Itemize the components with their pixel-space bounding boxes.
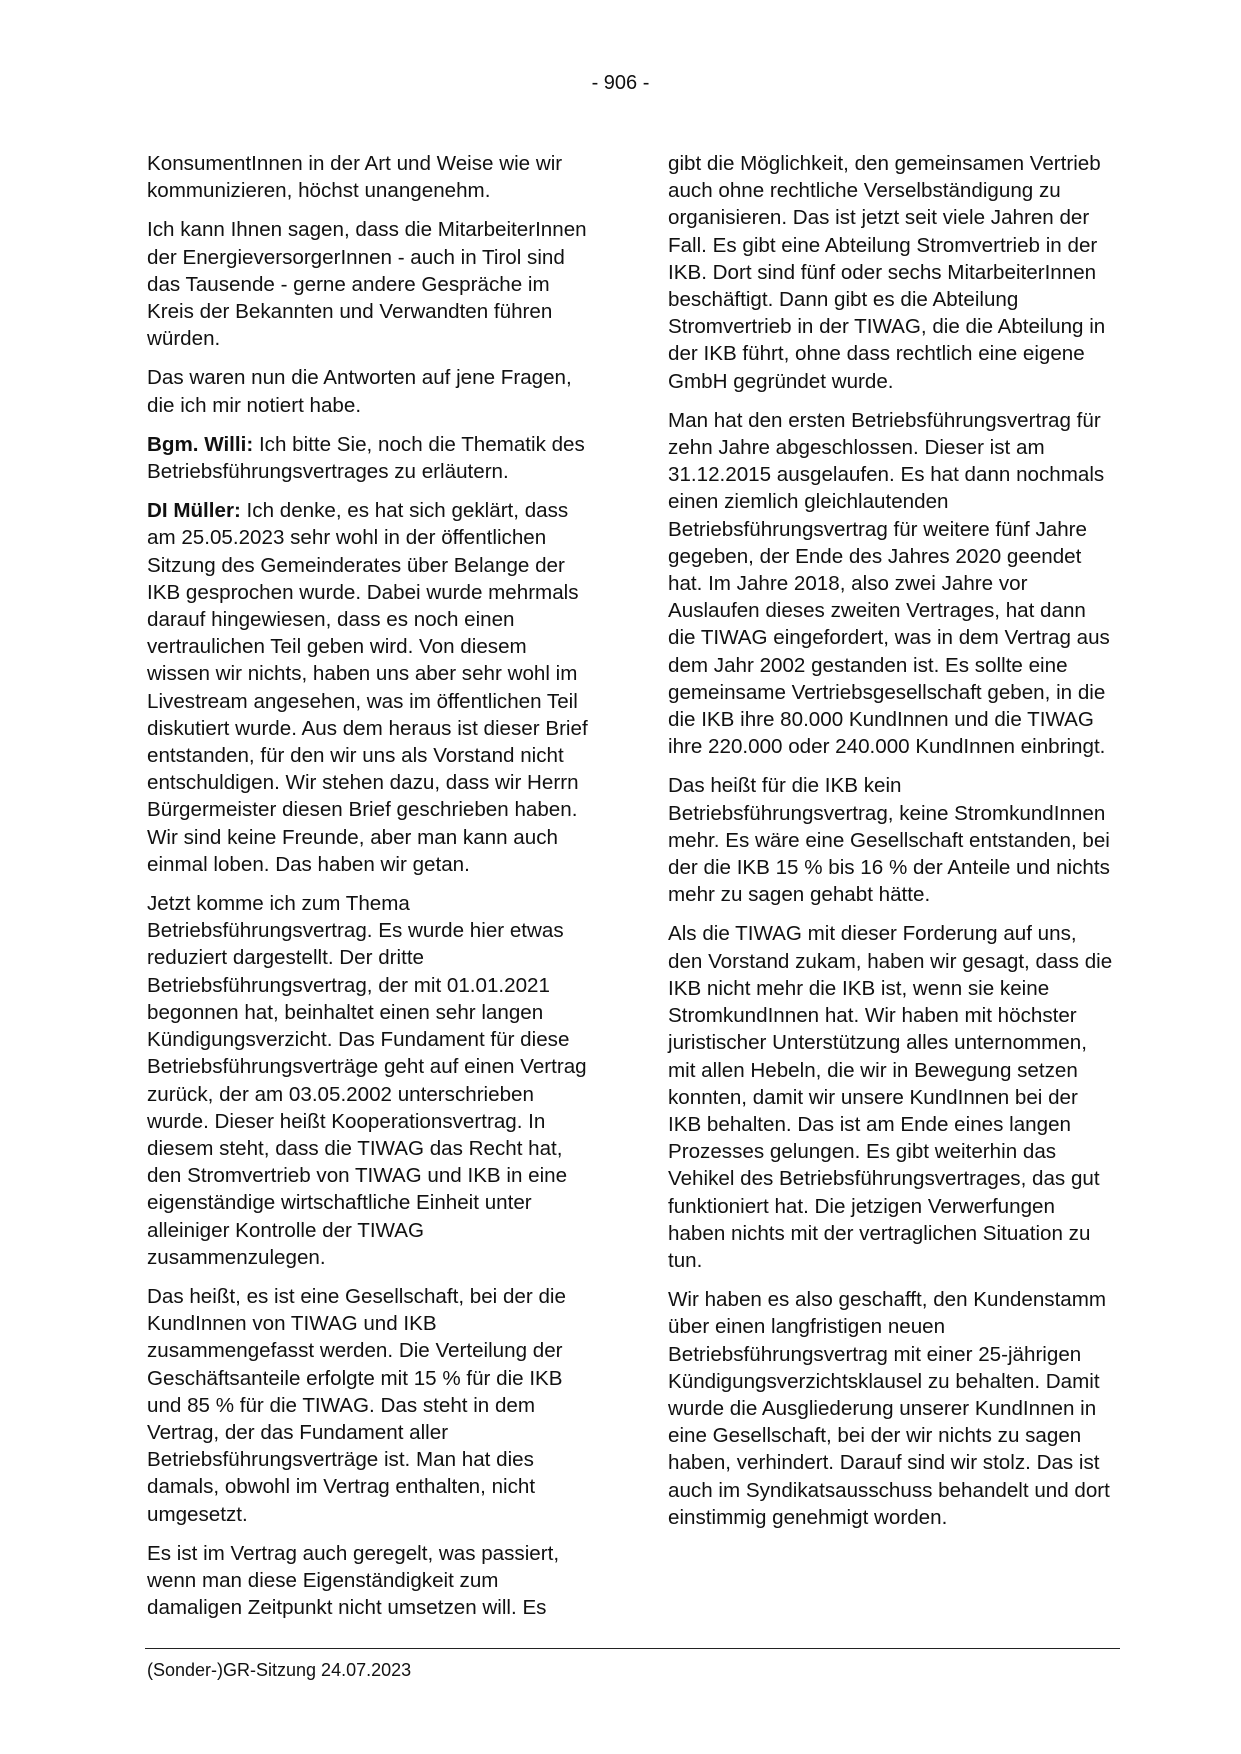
left-column [147, 150, 595, 1633]
footer-session: (Sonder-)GR-Sitzung 24.07.2023 [147, 1660, 412, 1680]
footer-divider [145, 1648, 1120, 1649]
paragraph: Man hat den ersten Betriebsführungsvertrag für zehn Jahre abgeschlossen. Dieser ist am 31.12.2015 ausgelaufen. Es hat dann nochmals einen ziemlich gleichlautenden Betriebsführungsvertrag für weitere fünf Jahre gegeben, der Ende des Jahres 2020 geendet hat. Im Jahre 2018, also zwei Jahre vor Auslaufen dieses zweiten Vertrages, hat dann die TIWAG eingefordert, was in dem Vertrag aus dem Jahr 2002 gestanden ist. Es sollte eine gemeinsame Vertriebsgesellschaft geben, in die die IKB ihre 80.000 KundInnen und die TIWAG ihre 220.000 oder 240.000 KundInnen einbringt. [668, 408, 1110, 759]
paragraph: Das heißt für die IKB kein Betriebsführungsvertrag, keine StromkundInnen mehr. Es wäre eine Gesellschaft entstanden, bei der die IKB 15 % bis 16 % der Anteile und nichts mehr zu sagen gehabt hätte. [668, 774, 1110, 907]
page-number: - 906 - [591, 72, 650, 94]
paragraph: Jetzt komme ich zum Thema Betriebsführungsvertrag. Es wurde hier etwas reduziert dargestellt. Der dritte Betriebsführungsvertrag, der mit 01.01.2021 begonnen hat, beinhaltet einen sehr langen Kündigungsverzicht. Das Fundament für diese Betriebsführungsverträge geht auf einen Vertrag zurück, der am 03.05.2002 unterschrieben wurde. Dieser heißt Kooperationsvertrag. In diesem steht, dass die TIWAG das Recht hat, den Stromvertrieb von TIWAG und IKB in eine eigenständige wirtschaftliche Einheit unter alleiniger Kontrolle der TIWAG zusammenzulegen. [147, 892, 587, 1269]
speaker-name: Bgm. Willi: [147, 432, 254, 456]
right-column [668, 150, 1116, 1543]
speaker-paragraph [147, 497, 595, 878]
paragraph: Wir haben es also geschafft, den Kundenstamm über einen langfristigen neuen Betriebsführungsvertrag mit einer 25-jährigen Kündigungsverzichtsklausel zu behalten. Damit wurde die Ausgliederung unserer KundInnen in eine Gesellschaft, bei der wir nichts zu sagen haben, verhindert. Darauf sind wir stolz. Das ist auch im Syndikatsausschuss behandelt und dort einstimmig genehmigt worden. [668, 1288, 1110, 1529]
paragraph: Das waren nun die Antworten auf jene Fragen, die ich mir notiert habe. [147, 366, 572, 417]
speaker-name: DI Müller: [147, 499, 241, 523]
paragraph: Ich kann Ihnen sagen, dass die MitarbeiterInnen der EnergieversorgerInnen - auch in Tirol sind das Tausende - gerne andere Gespräche im Kreis der Bekannten und Verwandten führen würden. [147, 218, 587, 351]
speaker-text: Ich bitte Sie, noch die Thematik des Betriebsführungsvertrages zu erläutern. [147, 432, 585, 484]
speaker-paragraph [147, 431, 595, 485]
paragraph: Als die TIWAG mit dieser Forderung auf uns, den Vorstand zukam, haben wir gesagt, dass die IKB nicht mehr die IKB ist, wenn sie keine StromkundInnen hat. Wir haben mit höchster juristischer Unterstützung alles unternommen, mit allen Hebeln, die wir in Bewegung setzen konnten, damit wir unsere KundInnen bei der IKB behalten. Das ist am Ende eines langen Prozesses gelungen. Es gibt weiterhin das Vehikel des Betriebsführungsvertrages, das gut funktioniert hat. Die jetzigen Verwerfungen haben nichts mit der vertraglichen Situation zu tun. [668, 922, 1113, 1272]
paragraph: gibt die Möglichkeit, den gemeinsamen Vertrieb auch ohne rechtliche Verselbständigung zu organisieren. Das ist jetzt seit viele Jahren der Fall. Es gibt eine Abteilung Stromvertrieb in der IKB. Dort sind fünf oder sechs MitarbeiterInnen beschäftigt. Dann gibt es die Abteilung Stromvertrieb in der TIWAG, die die Abteilung in der IKB führt, ohne dass rechtlich eine eigene GmbH gegründet wurde. [668, 152, 1106, 393]
paragraph: KonsumentInnen in der Art und Weise wie wir kommunizieren, höchst unangenehm. [147, 152, 563, 203]
paragraph: Das heißt, es ist eine Gesellschaft, bei der die KundInnen von TIWAG und IKB zusammengefasst werden. Die Verteilung der Geschäftsanteile erfolgte mit 15 % für die IKB und 85 % für die TIWAG. Das steht in dem Vertrag, der das Fundament aller Betriebsführungsverträge ist. Man hat dies damals, obwohl im Vertrag enthalten, nicht umgesetzt. [147, 1284, 566, 1526]
speaker-text: Ich denke, es hat sich geklärt, dass am 25.05.2023 sehr wohl in der öffentlichen Sitzung des Gemeinderates über Belange der IKB gesprochen wurde. Dabei wurde mehrmals darauf hingewiesen, dass es noch einen vertraulichen Teil geben wird. Von diesem wissen wir nichts, haben uns aber sehr wohl im Livestream angesehen, was im öffentlichen Teil diskutiert wurde. Aus dem heraus ist dieser Brief entstanden, für den wir uns als Vorstand nicht entschuldigen. Wir stehen dazu, dass wir Herrn Bürgermeister diesen Brief geschrieben haben. Wir sind keine Freunde, aber man kann auch einmal loben. Das haben wir getan. [147, 499, 588, 876]
paragraph: Es ist im Vertrag auch geregelt, was passiert, wenn man diese Eigenständigkeit zum damaligen Zeitpunkt nicht umsetzen will. Es [147, 1541, 560, 1620]
